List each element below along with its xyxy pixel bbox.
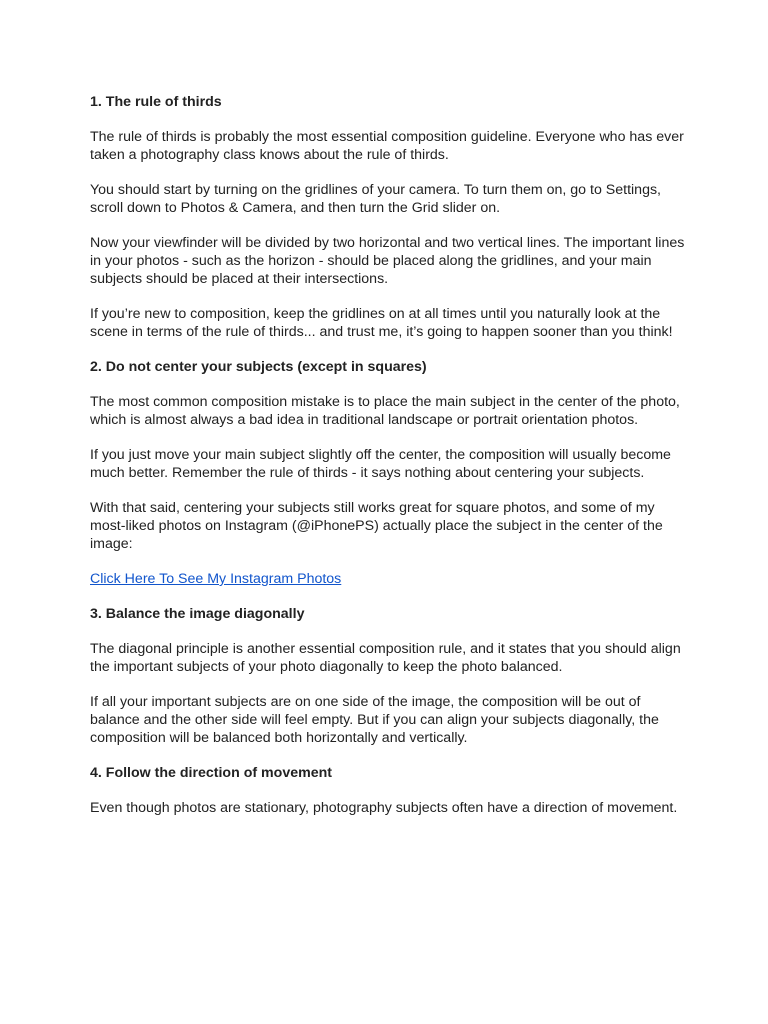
- paragraph: The diagonal principle is another essential composition rule, and it states that you should align the important subjects of your photo diagonally to keep the photo balanced.: [90, 641, 681, 675]
- section-heading: 2. Do not center your subjects (except in squares): [90, 359, 427, 375]
- document-body: [90, 93, 690, 834]
- link-paragraph: [90, 570, 690, 588]
- paragraph: Now your viewfinder will be divided by two horizontal and two vertical lines. The important lines in your photos - such as the horizon - should be placed along the gridlines, and your main subjects should be placed at their intersections.: [90, 235, 685, 287]
- section-heading: 3. Balance the image diagonally: [90, 606, 305, 622]
- paragraph: The most common composition mistake is to place the main subject in the center of the photo, which is almost always a bad idea in traditional landscape or portrait orientation photos.: [90, 394, 680, 428]
- instagram-photos-link[interactable]: Click Here To See My Instagram Photos: [90, 571, 342, 587]
- section-heading: 4. Follow the direction of movement: [90, 765, 332, 781]
- paragraph: The rule of thirds is probably the most essential composition guideline. Everyone who has ever taken a photography class knows about the rule of thirds.: [90, 129, 684, 163]
- paragraph: Even though photos are stationary, photography subjects often have a direction of movement.: [90, 800, 678, 816]
- paragraph: If you’re new to composition, keep the gridlines on at all times until you naturally look at the scene in terms of the rule of thirds... and trust me, it’s going to happen sooner than you think!: [90, 306, 673, 340]
- paragraph: If you just move your main subject slightly off the center, the composition will usually become much better. Remember the rule of thirds - it says nothing about centering your subjects.: [90, 447, 671, 481]
- paragraph: You should start by turning on the gridlines of your camera. To turn them on, go to Settings, scroll down to Photos & Camera, and then turn the Grid slider on.: [90, 182, 661, 216]
- section-heading: 1. The rule of thirds: [90, 94, 222, 110]
- paragraph: With that said, centering your subjects still works great for square photos, and some of my most-liked photos on Instagram (@iPhonePS) actually place the subject in the center of the image:: [90, 500, 663, 552]
- paragraph: If all your important subjects are on one side of the image, the composition will be out of balance and the other side will feel empty. But if you can align your subjects diagonally, the composition will be balanced both horizontally and vertically.: [90, 694, 659, 746]
